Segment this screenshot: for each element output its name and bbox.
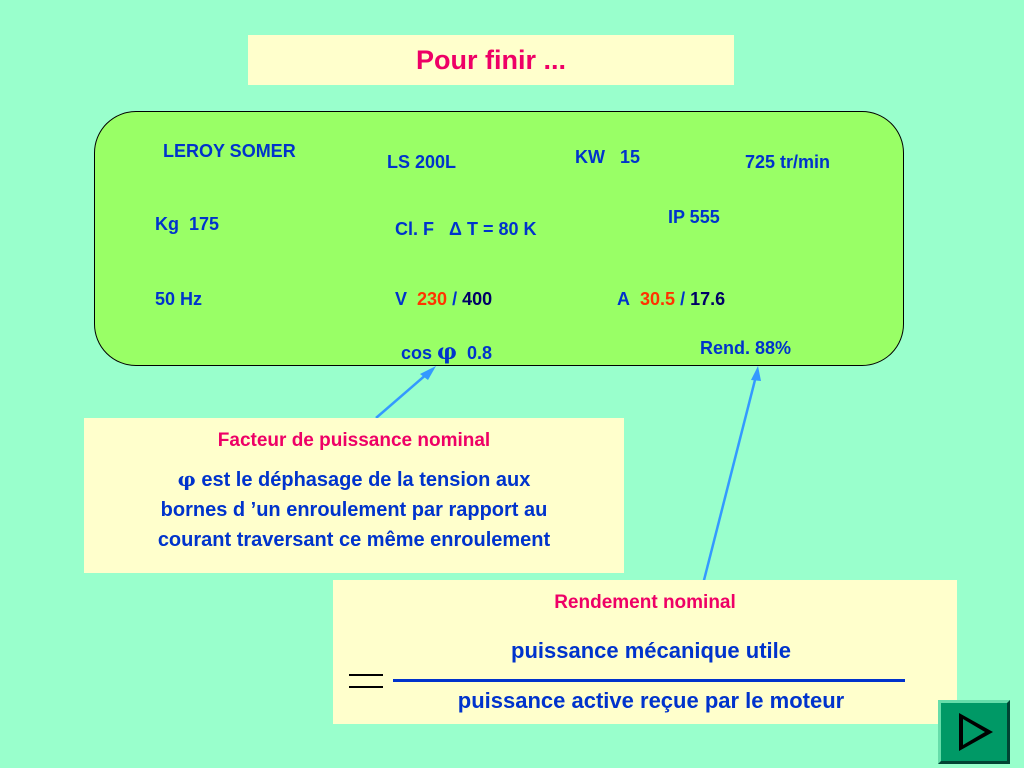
arrow-to-power-factor xyxy=(376,373,428,418)
power-factor-heading: Facteur de puissance nominal xyxy=(217,430,491,451)
mass-unit: Kg xyxy=(155,214,179,234)
voltage-star: 400 xyxy=(462,289,493,309)
current-delta: 30.5 xyxy=(640,289,676,309)
current-separator: / xyxy=(680,289,686,309)
arrowhead-efficiency xyxy=(751,366,761,381)
phi-symbol: φ xyxy=(437,339,457,365)
efficiency-heading: Rendement nominal xyxy=(554,592,736,613)
insulation-class: Cl. F xyxy=(395,219,434,239)
cos-value: 0.8 xyxy=(466,343,492,363)
temperature-rise: T = 80 K xyxy=(466,219,537,239)
protection-index: IP 555 xyxy=(668,207,720,227)
power-value: 15 xyxy=(620,147,641,167)
frequency: 50 Hz xyxy=(155,289,203,309)
explanation-line-1: est le déphasage de la tension aux xyxy=(201,469,531,491)
power-unit: KW xyxy=(575,147,605,167)
speed: 725 tr/min xyxy=(745,152,831,172)
voltage-label: V xyxy=(395,289,408,309)
efficiency-denominator: puissance active reçue par le moteur xyxy=(457,688,845,713)
power-factor-explanation xyxy=(84,464,624,555)
delta-symbol: Δ xyxy=(449,219,462,239)
efficiency-numerator: puissance mécanique utile xyxy=(511,638,791,663)
equals-sign xyxy=(349,670,385,692)
phi-symbol-note: φ xyxy=(177,467,196,491)
efficiency-note xyxy=(333,580,957,724)
current-star: 17.6 xyxy=(690,289,726,309)
explanation-line-3: courant traversant ce même enroulement xyxy=(157,529,551,551)
model: LS 200L xyxy=(387,152,457,172)
arrow-to-efficiency xyxy=(702,376,756,588)
explanation-line-2: bornes d ’un enroulement par rapport au xyxy=(160,499,548,521)
fraction-bar xyxy=(393,679,905,682)
manufacturer: LEROY SOMER xyxy=(163,141,296,161)
mass-value: 175 xyxy=(189,214,220,234)
current-label: A xyxy=(617,289,630,309)
power-factor-note xyxy=(84,418,624,573)
efficiency: Rend. 88% xyxy=(700,338,792,358)
cos-label: cos xyxy=(401,343,433,363)
next-slide-button[interactable] xyxy=(938,700,1010,764)
slide-title: Pour finir ... xyxy=(415,44,566,75)
play-triangle-icon xyxy=(955,711,995,753)
voltage-delta: 230 xyxy=(417,289,448,309)
voltage-separator: / xyxy=(452,289,458,309)
